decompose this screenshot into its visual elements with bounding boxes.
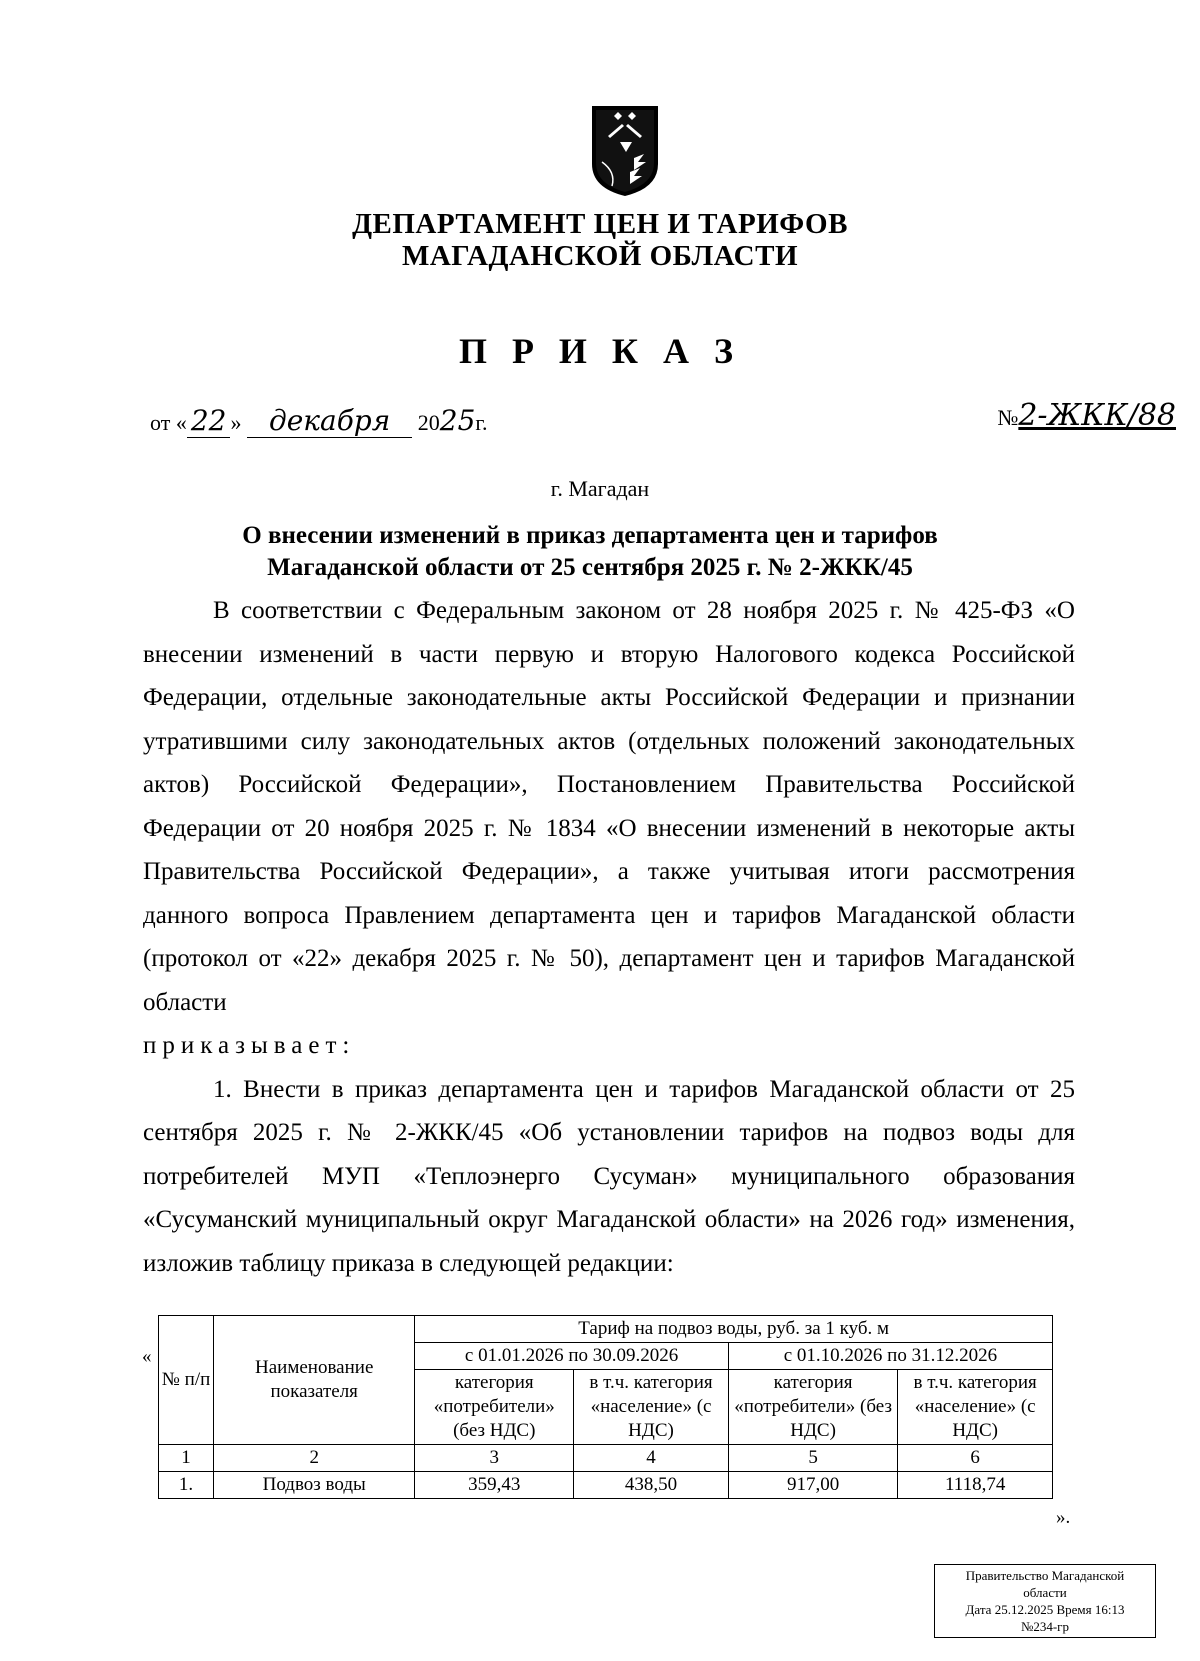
header-period-2: с 01.10.2026 по 31.12.2026 (728, 1343, 1052, 1370)
table-open-quote: « (142, 1346, 152, 1367)
date-year-prefix: 20 (417, 410, 440, 435)
header-tariff: Тариф на подвоз воды, руб. за 1 куб. м (415, 1316, 1053, 1343)
row-num: 1. (159, 1472, 214, 1499)
preamble-text: В соответствии с Федеральным законом от 28 ноября 2025 г. № 425-ФЗ «О внесении изменений в части первую и вторую Налогового кодекса Российской Федерации, отдельные законодательные акты Российской Федерации и признании утратившими силу законодательных актов (отдельных положений законодательных актов) Российской Федерации», Постановлением Правительства Российской Федерации от 20 ноября 2025 г. № 1834 «О внесении изменений в некоторые акты Правительства Российской Федерации», а также учитывая итоги рассмотрения данного вопроса Правлением департамента цен и тарифов Магаданской области (протокол от «22» декабря 2025 г. № 50), департамент цен и тарифов Магаданской области (143, 597, 1075, 1016)
header-category-population-2: в т.ч. категория «население» (с НДС) (898, 1370, 1053, 1445)
department-name-line1: ДЕПАРТАМЕНТ ЦЕН И ТАРИФОВ (352, 208, 848, 240)
column-number: 6 (898, 1445, 1053, 1472)
coat-of-arms-emblem (586, 102, 664, 198)
row-value-2: 438,50 (574, 1472, 729, 1499)
order-subject (150, 520, 1030, 584)
city: г. Магадан (550, 476, 650, 501)
header-col-name: Наименование показателя (214, 1316, 415, 1445)
stamp-line1: Правительство Магаданской (965, 1568, 1125, 1583)
number-value: 2-ЖКК/88 (1018, 398, 1176, 433)
orders-word: приказывает: (143, 1032, 356, 1059)
table-close-quote: ». (1056, 1507, 1071, 1528)
header-category-consumers-1: категория «потребители» (без НДС) (415, 1370, 574, 1445)
order-date (150, 404, 487, 444)
date-month: декабря (247, 404, 412, 438)
row-value-3: 917,00 (728, 1472, 897, 1499)
column-number-row (159, 1445, 1053, 1472)
column-number: 5 (728, 1445, 897, 1472)
order-number (997, 398, 1176, 433)
date-year: 25 (439, 404, 476, 437)
order-title: П Р И К А З (458, 331, 742, 371)
registration-stamp (934, 1564, 1156, 1638)
preamble-paragraph (143, 589, 1075, 1024)
header-category-population-1: в т.ч. категория «население» (с НДС) (574, 1370, 729, 1445)
department-name-line2: МАГАДАНСКОЙ ОБЛАСТИ (401, 240, 799, 272)
subject-line2: Магаданской области от 25 сентября 2025 г. № 2-ЖКК/45 (267, 554, 913, 581)
row-name: Подвоз воды (214, 1472, 415, 1499)
date-day: 22 (187, 404, 231, 438)
subject-line1: О внесении изменений в приказ департамента цен и тарифов (242, 522, 938, 549)
column-number: 4 (574, 1445, 729, 1472)
order-body (143, 589, 1075, 1285)
number-prefix: № (997, 405, 1019, 430)
column-number: 3 (415, 1445, 574, 1472)
column-number: 1 (159, 1445, 214, 1472)
row-value-1: 359,43 (415, 1472, 574, 1499)
stamp-line2: области (1023, 1585, 1067, 1600)
row-value-4: 1118,74 (898, 1472, 1053, 1499)
table-row (159, 1472, 1053, 1499)
stamp-line3: Дата 25.12.2025 Время 16:13 (965, 1602, 1125, 1617)
stamp-line4: №234-гр (1020, 1619, 1070, 1634)
date-mid: » (230, 410, 242, 435)
column-number: 2 (214, 1445, 415, 1472)
header-col-num: № п/п (159, 1316, 214, 1445)
date-prefix: от « (150, 410, 187, 435)
date-suffix: г. (475, 410, 488, 435)
header-category-consumers-2: категория «потребители» (без НДС) (728, 1370, 897, 1445)
clause-1-paragraph: 1. Внести в приказ департамента цен и тарифов Магаданской области от 25 сентября 2025 г. № 2-ЖКК/45 «Об установлении тарифов на подвоз воды для потребителей МУП «Теплоэнерго Сусуман» муниципального образования «Сусуманский муниципальный округ Магаданской области» на 2026 год» изменения, изложив таблицу приказа в следующей редакции: (143, 1075, 1075, 1277)
tariff-table (158, 1315, 1053, 1499)
header-period-1: с 01.01.2026 по 30.09.2026 (415, 1343, 729, 1370)
